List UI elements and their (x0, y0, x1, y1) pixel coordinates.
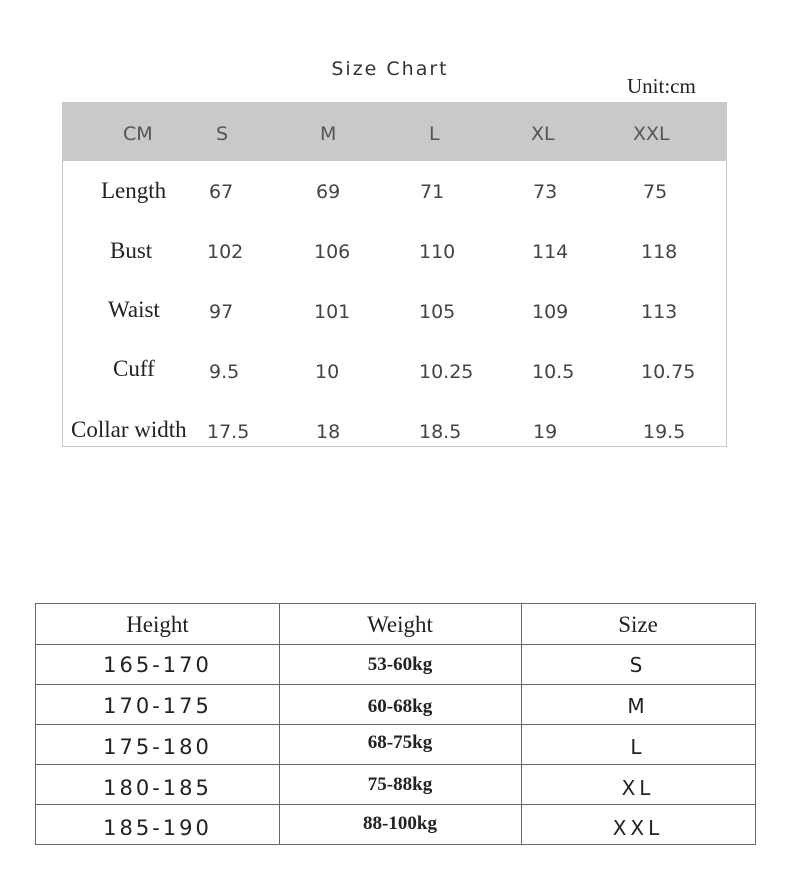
height-cell: 165-170 (103, 653, 212, 677)
cell-m: 101 (314, 301, 351, 323)
column-divider (521, 604, 522, 844)
cell-l: 71 (420, 181, 445, 203)
cell-xl: 10.5 (532, 361, 575, 383)
height-cell: 175-180 (103, 735, 212, 759)
measurement-table (62, 102, 727, 447)
cell-l: 110 (419, 241, 456, 263)
cell-l: 18.5 (419, 421, 462, 443)
cell-s: 17.5 (207, 421, 250, 443)
cell-m: 69 (316, 181, 341, 203)
height-cell: 180-185 (103, 776, 212, 800)
size-cell: XXL (612, 816, 664, 840)
row-label: Bust (110, 238, 153, 263)
header-s: S (216, 123, 229, 145)
height-cell: 170-175 (103, 694, 212, 718)
weight-cell: 68-75kg (367, 732, 433, 753)
size-cell: S (629, 653, 647, 677)
row-label: Length (101, 178, 167, 203)
row-divider (36, 724, 755, 725)
cell-l: 105 (419, 301, 456, 323)
row-label: Cuff (113, 356, 155, 381)
cell-s: 102 (207, 241, 244, 263)
header-size: Size (618, 612, 658, 637)
header-weight: Weight (367, 612, 433, 637)
cell-xxl: 10.75 (641, 361, 696, 383)
weight-cell: 60-68kg (367, 696, 433, 717)
cell-s: 67 (209, 181, 234, 203)
size-cell: XL (621, 776, 655, 800)
row-divider (36, 644, 755, 645)
header-xl: XL (531, 123, 555, 145)
weight-cell: 75-88kg (367, 774, 433, 795)
header-l: L (429, 123, 440, 145)
cell-l: 10.25 (419, 361, 474, 383)
cell-xl: 114 (532, 241, 569, 263)
size-cell: L (630, 735, 646, 759)
cell-s: 9.5 (209, 361, 240, 383)
header-height: Height (126, 612, 189, 637)
size-cell: M (627, 694, 649, 718)
header-cm: CM (123, 123, 153, 145)
row-label: Waist (108, 297, 160, 322)
fit-recommendation-table (35, 603, 756, 845)
cell-xxl: 19.5 (643, 421, 686, 443)
header-m: M (320, 123, 337, 145)
cell-xxl: 75 (643, 181, 668, 203)
cell-m: 18 (316, 421, 341, 443)
row-divider (36, 764, 755, 765)
unit-label: Unit:cm (627, 74, 696, 98)
weight-cell: 88-100kg (363, 813, 437, 834)
column-divider (279, 604, 280, 844)
row-divider (36, 684, 755, 685)
row-divider (36, 804, 755, 805)
row-label: Collar width (71, 417, 187, 442)
header-xxl: XXL (633, 123, 670, 145)
cell-s: 97 (209, 301, 234, 323)
cell-xxl: 113 (641, 301, 678, 323)
size-chart-title: Size Chart (331, 58, 449, 80)
height-cell: 185-190 (103, 816, 212, 840)
cell-m: 10 (315, 361, 340, 383)
cell-m: 106 (314, 241, 351, 263)
cell-xxl: 118 (641, 241, 678, 263)
cell-xl: 73 (533, 181, 558, 203)
cell-xl: 19 (533, 421, 558, 443)
measurement-table-header (63, 103, 726, 161)
weight-cell: 53-60kg (367, 654, 433, 675)
cell-xl: 109 (532, 301, 569, 323)
